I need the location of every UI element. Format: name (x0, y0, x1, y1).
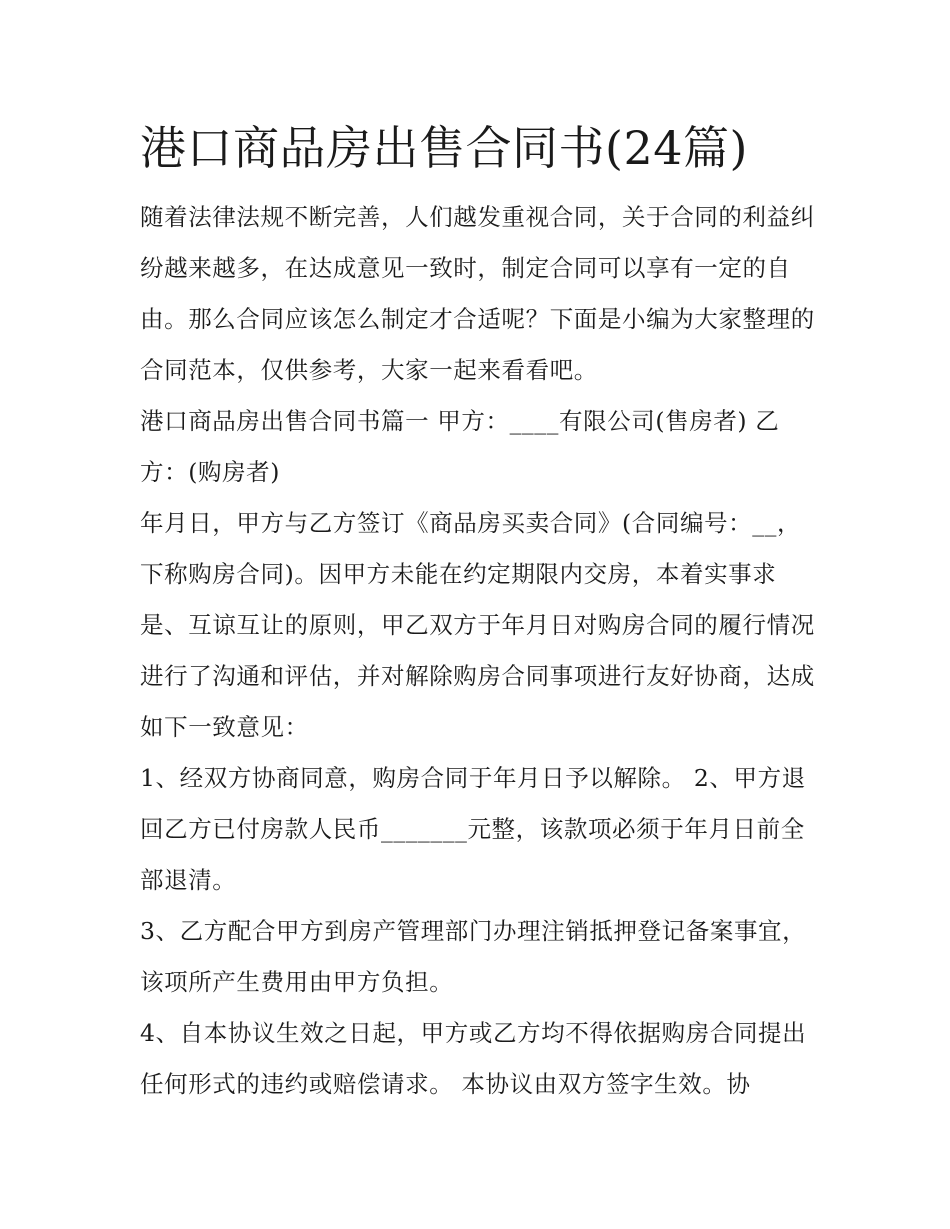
paragraph-clause-3: 3、乙方配合甲方到房产管理部门办理注销抵押登记备案事宜，该项所产生费用由甲方负担。 (140, 917, 807, 996)
document-title: 港口商品房出售合同书(24篇) (140, 121, 748, 175)
paragraph-background: 年月日，甲方与乙方签订《商品房买卖合同》(合同编号：__，下称购房合同)。因甲方未能在约定期限内交房，本着实事求是、互谅互让的原则，甲乙双方于年月日对购房合同的履行情况进行了沟通和评估，并对解除购房合同事项进行友好协商，达成如下一致意见： (140, 509, 815, 741)
paragraph-clause-4: 4、自本协议生效之日起，甲方或乙方均不得依据购房合同提出任何形式的违约或赔偿请求。 本协议由双方签字生效。协 (140, 1019, 807, 1098)
paragraph-intro: 随着法律法规不断完善，人们越发重视合同，关于合同的利益纠纷越来越多，在达成意见一致时，制定合同可以享有一定的自由。那么合同应该怎么制定才合适呢？下面是小编为大家整理的合同范本，仅供参考，大家一起来看看吧。 (140, 203, 815, 384)
paragraph-clause-1-2: 1、经双方协商同意，购房合同于年月日予以解除。 2、甲方退回乙方已付房款人民币_______元整，该款项必须于年月日前全部退清。 (140, 764, 806, 894)
paragraph-parties: 港口商品房出售合同书篇一 甲方：____有限公司(售房者) 乙方：(购房者) (140, 407, 780, 486)
document-body (140, 118, 820, 1110)
